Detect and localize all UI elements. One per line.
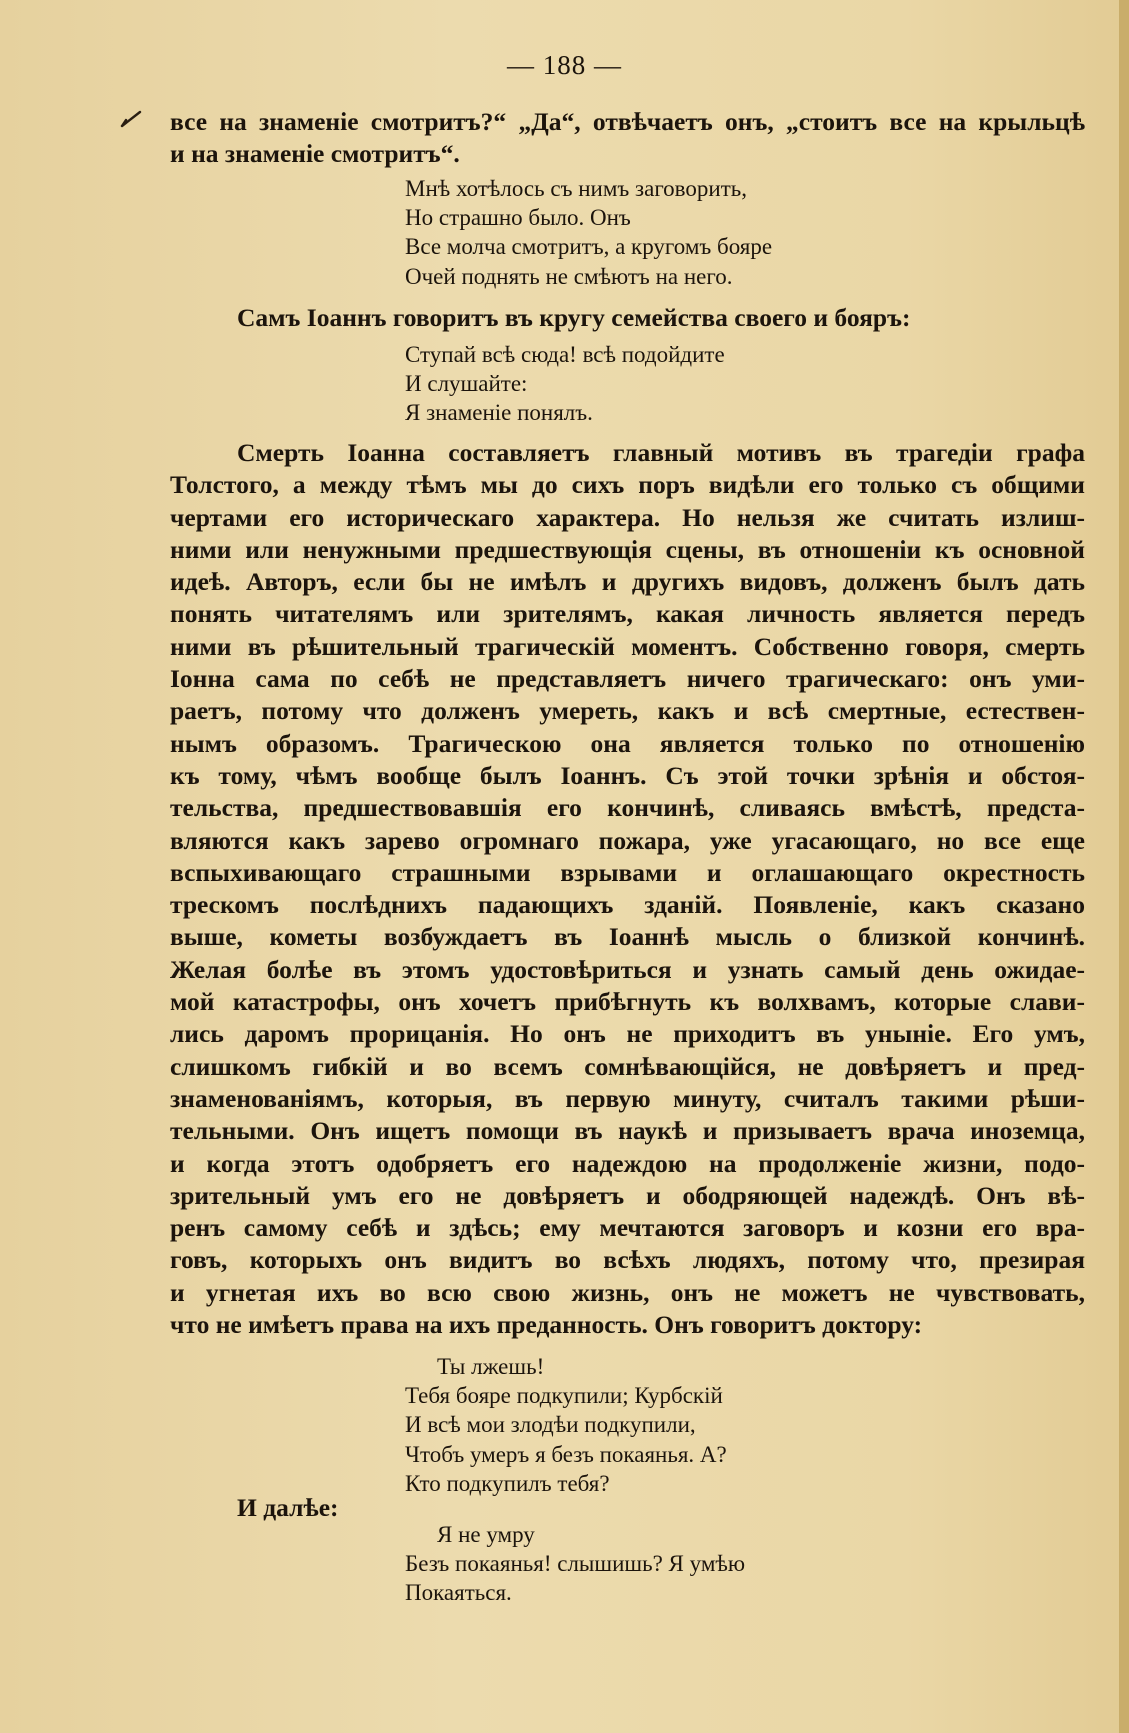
verse-line: Но страшно было. Онъ	[405, 205, 631, 231]
verse-line: Очей поднять не смѣютъ на него.	[405, 263, 733, 289]
text-line: вляются какъ зарево огромнаго пожара, уже угасающаго, но все еще	[170, 825, 1085, 855]
verse-line: Кто подкупилъ тебя?	[405, 1470, 610, 1496]
verse-line: И всѣ мои злодѣи подкупили,	[405, 1412, 696, 1438]
verse-line: Ты лжешь!	[437, 1354, 545, 1379]
verse-line: Тебя бояре подкупили; Курбскій	[405, 1383, 723, 1409]
page-number: — 188 —	[507, 50, 622, 80]
text-line: къ тому, чѣмъ вообще былъ Іоаннъ. Съ этой точки зрѣнія и обстоя-	[170, 760, 1085, 790]
verse-1	[405, 174, 772, 291]
text-line: трескомъ послѣднихъ падающихъ зданій. Появленіе, какъ сказано	[170, 890, 1085, 920]
text-line: нымъ образомъ. Трагическою она является только по отношенію	[170, 728, 1085, 758]
text-line: вспыхивающаго страшными взрывами и оглашающаго окрестность	[170, 857, 1085, 887]
text-line: все на знаменіе смотритъ?“ „Да“, отвѣчаетъ онъ, „стоитъ все на крыльцѣ	[170, 107, 1085, 136]
text-line: знаменованіямъ, которыя, въ первую минуту, считалъ такими рѣши-	[170, 1083, 1085, 1113]
text-line: и на знаменіе смотритъ“.	[170, 139, 460, 169]
text-line: выше, кометы возбуждаетъ въ Іоаннѣ мысль о близкой кончинѣ.	[170, 922, 1085, 952]
verse-line: Чтобъ умеръ я безъ покаянья. А?	[405, 1441, 727, 1467]
text-line: понять читателямъ или зрителямъ, какая личность является передъ	[170, 599, 1085, 629]
verse-line: И слушайте:	[405, 371, 528, 397]
paragraph-2	[237, 302, 1027, 334]
text-line: Самъ Іоаннъ говоритъ въ кругу семейства своего и бояръ:	[237, 303, 911, 332]
pencil-mark-icon	[120, 108, 142, 130]
paragraph-1	[170, 106, 1085, 171]
page-edge	[1119, 0, 1129, 1733]
text-line: зрительный умъ его не довѣряетъ и ободряющей надеждѣ. Онъ вѣ-	[170, 1180, 1085, 1210]
text-line: говъ, которыхъ онъ видитъ во всѣхъ людяхъ, потому что, презирая	[170, 1245, 1085, 1275]
verse-4	[405, 1520, 745, 1608]
verse-line: Мнѣ хотѣлось съ нимъ заговорить,	[405, 176, 747, 201]
verse-line: Я знаменіе понялъ.	[405, 400, 593, 426]
verse-line: Ступай всѣ сюда! всѣ подойдите	[405, 342, 725, 367]
text-line: Толстого, а между тѣмъ мы до сихъ поръ видѣли его только съ общими	[170, 470, 1085, 500]
text-line: раетъ, потому что долженъ умереть, какъ и всѣ смертные, естествен-	[170, 696, 1085, 726]
verse-line: Безъ покаянья! слышишь? Я умѣю	[405, 1551, 746, 1577]
text-line: чертами его историческаго характера. Но нельзя же считать излиш-	[170, 502, 1085, 532]
text-line: лись даромъ прорицанія. Но онъ не приходитъ въ уныніе. Его умъ,	[170, 1019, 1085, 1049]
verse-2	[405, 340, 725, 428]
verse-line: Все молча смотритъ, а кругомъ бояре	[405, 234, 773, 260]
text-line: и угнетая ихъ во всю свою жизнь, онъ не можетъ не чувствовать,	[170, 1277, 1085, 1307]
text-line: что не имѣетъ права на ихъ преданность. Онъ говоритъ доктору:	[170, 1310, 923, 1340]
text-line: тельства, предшествовавшія его кончинѣ, сливаясь вмѣстѣ, предста-	[170, 793, 1085, 823]
verse-line: Я не умру	[437, 1522, 535, 1547]
text-line: слишкомъ гибкій и во всемъ сомнѣвающійся, не довѣряетъ и пред-	[170, 1051, 1085, 1081]
verse-line: Покаяться.	[405, 1580, 512, 1606]
verse-3	[405, 1352, 727, 1498]
text-line: ними въ рѣшительный трагическій моментъ. Собственно говоря, смерть	[170, 631, 1085, 661]
text-line: мой катастрофы, онъ хочетъ прибѣгнуть къ волхвамъ, которые слави-	[170, 987, 1085, 1017]
text-line: и когда этотъ одобряетъ его надеждою на продолженіе жизни, подо-	[170, 1148, 1085, 1178]
text-line: идеѣ. Авторъ, если бы не имѣлъ и другихъ видовъ, долженъ былъ дать	[170, 567, 1085, 597]
text-line: Желая болѣе въ этомъ удостовѣриться и узнать самый день ожидае-	[170, 954, 1085, 984]
paragraph-3	[170, 437, 1085, 1341]
text-line: Смерть Іоанна составляетъ главный мотивъ въ трагедіи графа	[237, 438, 1085, 467]
text-line: ренъ самому себѣ и здѣсь; ему мечтаются заговоръ и козни его вра-	[170, 1213, 1085, 1243]
text-line: ними или ненужными предшествующія сцены, въ отношеніи къ основной	[170, 534, 1085, 564]
text-line: Іонна сама по себѣ не представляетъ ничего трагическаго: онъ уми-	[170, 664, 1085, 694]
text-line: И далѣе:	[237, 1493, 339, 1522]
text-line: тельными. Онъ ищетъ помощи въ наукѣ и призываетъ врача иноземца,	[170, 1116, 1085, 1146]
